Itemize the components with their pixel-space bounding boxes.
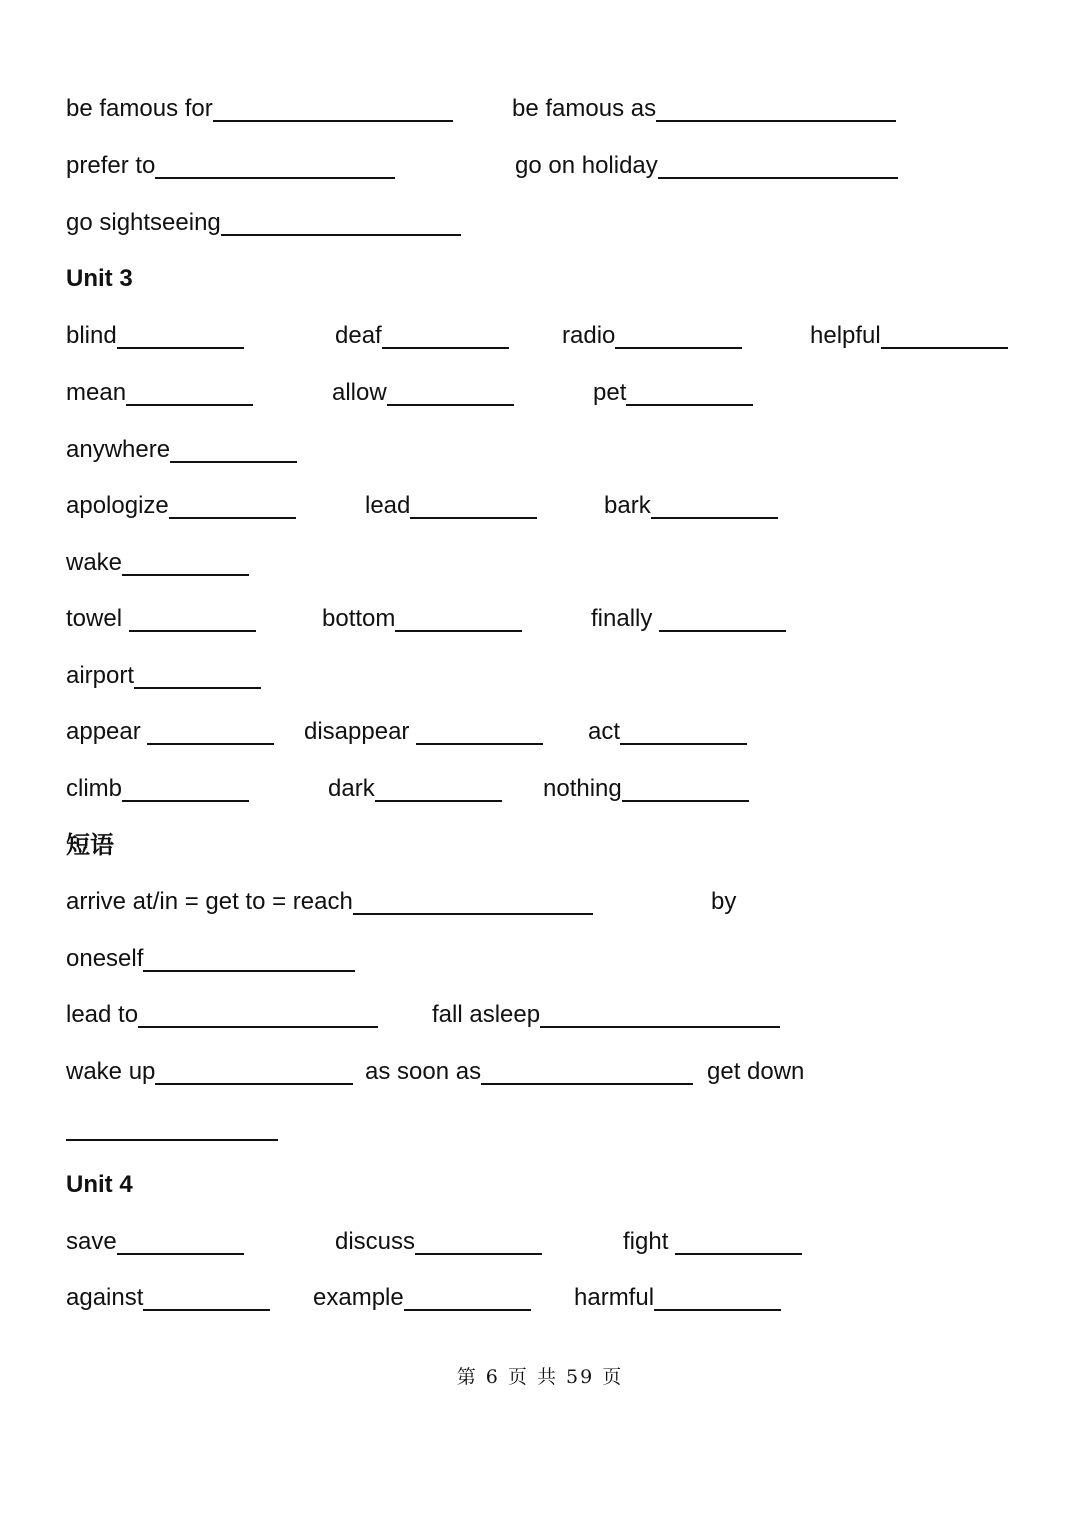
item-label: appear bbox=[66, 718, 148, 745]
item-label: mean bbox=[66, 379, 127, 406]
fill-item bbox=[66, 94, 453, 124]
fill-item bbox=[313, 1283, 531, 1313]
fill-item bbox=[591, 604, 786, 634]
item-label: discuss bbox=[335, 1228, 416, 1255]
fill-item bbox=[66, 661, 261, 691]
answer-blank[interactable] bbox=[129, 606, 256, 632]
fill-item bbox=[707, 1057, 804, 1087]
fill-item bbox=[304, 717, 543, 747]
answer-blank[interactable] bbox=[654, 1285, 781, 1311]
item-label: save bbox=[66, 1228, 117, 1255]
fill-item bbox=[562, 321, 742, 351]
answer-blank[interactable] bbox=[675, 1229, 802, 1255]
item-label: nothing bbox=[543, 775, 622, 802]
item-label: fall asleep bbox=[432, 1001, 541, 1028]
item-label: lead to bbox=[66, 1001, 139, 1028]
item-label: go on holiday bbox=[515, 152, 658, 179]
unit-3-heading: Unit 3 bbox=[66, 265, 133, 292]
answer-blank[interactable] bbox=[404, 1285, 531, 1311]
fill-item bbox=[66, 491, 296, 521]
answer-blank[interactable] bbox=[651, 493, 778, 519]
item-label: harmful bbox=[574, 1284, 655, 1311]
fill-item bbox=[66, 774, 249, 804]
item-label: disappear bbox=[304, 718, 417, 745]
answer-blank[interactable] bbox=[126, 380, 253, 406]
item-label: allow bbox=[332, 379, 387, 406]
item-label: prefer to bbox=[66, 152, 156, 179]
answer-blank[interactable] bbox=[213, 96, 453, 122]
answer-blank[interactable] bbox=[375, 776, 502, 802]
answer-blank[interactable] bbox=[540, 1002, 780, 1028]
fill-item bbox=[335, 1227, 542, 1257]
fill-item bbox=[623, 1227, 802, 1257]
fill-item bbox=[512, 94, 896, 124]
answer-blank[interactable] bbox=[658, 153, 898, 179]
answer-blank[interactable] bbox=[353, 889, 593, 915]
fill-item bbox=[66, 1000, 378, 1030]
answer-blank[interactable] bbox=[143, 946, 355, 972]
item-label: lead bbox=[365, 492, 411, 519]
answer-blank[interactable] bbox=[169, 493, 296, 519]
item-label: example bbox=[313, 1284, 404, 1311]
answer-blank[interactable] bbox=[66, 1139, 278, 1141]
answer-blank[interactable] bbox=[395, 606, 522, 632]
item-label: be famous as bbox=[512, 95, 657, 122]
answer-blank[interactable] bbox=[656, 96, 896, 122]
item-label: blind bbox=[66, 322, 117, 349]
answer-blank[interactable] bbox=[481, 1059, 693, 1085]
fill-item bbox=[66, 151, 395, 181]
fill-item bbox=[66, 604, 256, 634]
item-label: oneself bbox=[66, 945, 144, 972]
answer-blank[interactable] bbox=[416, 719, 543, 745]
item-label: pet bbox=[593, 379, 627, 406]
fill-item bbox=[332, 378, 514, 408]
answer-blank[interactable] bbox=[122, 776, 249, 802]
fill-item bbox=[66, 208, 461, 238]
fill-item bbox=[604, 491, 778, 521]
fill-item bbox=[328, 774, 502, 804]
fill-item bbox=[432, 1000, 780, 1030]
answer-blank[interactable] bbox=[170, 437, 297, 463]
answer-blank[interactable] bbox=[626, 380, 753, 406]
fill-item bbox=[66, 378, 253, 408]
answer-blank[interactable] bbox=[659, 606, 786, 632]
fill-item bbox=[66, 717, 274, 747]
answer-blank[interactable] bbox=[622, 776, 749, 802]
fill-item bbox=[365, 491, 537, 521]
item-label: wake up bbox=[66, 1058, 156, 1085]
phrases-heading: 短语 bbox=[66, 831, 114, 859]
fill-item bbox=[66, 1283, 270, 1313]
fill-item bbox=[66, 1057, 353, 1087]
fill-item bbox=[515, 151, 898, 181]
answer-blank[interactable] bbox=[117, 323, 244, 349]
item-label: be famous for bbox=[66, 95, 213, 122]
fill-item bbox=[66, 435, 297, 465]
item-label: radio bbox=[562, 322, 616, 349]
item-label: apologize bbox=[66, 492, 169, 519]
answer-blank[interactable] bbox=[134, 663, 261, 689]
fill-item bbox=[574, 1283, 781, 1313]
item-label: fight bbox=[623, 1228, 676, 1255]
answer-blank[interactable] bbox=[415, 1229, 542, 1255]
fill-item bbox=[588, 717, 747, 747]
item-label: go sightseeing bbox=[66, 209, 221, 236]
fill-item bbox=[66, 1227, 244, 1257]
answer-blank[interactable] bbox=[615, 323, 742, 349]
fill-item bbox=[66, 321, 244, 351]
item-label: act bbox=[588, 718, 621, 745]
item-label: get down bbox=[707, 1058, 805, 1085]
answer-blank[interactable] bbox=[410, 493, 537, 519]
item-label: dark bbox=[328, 775, 375, 802]
fill-item bbox=[810, 321, 1008, 351]
item-label: helpful bbox=[810, 322, 881, 349]
answer-blank[interactable] bbox=[143, 1285, 270, 1311]
item-label: arrive at/in = get to = reach bbox=[66, 888, 353, 915]
fill-item bbox=[66, 944, 355, 974]
fill-item bbox=[66, 887, 593, 917]
fill-item bbox=[335, 321, 509, 351]
answer-blank[interactable] bbox=[620, 719, 747, 745]
answer-blank[interactable] bbox=[122, 550, 249, 576]
item-label: finally bbox=[591, 605, 660, 632]
answer-blank[interactable] bbox=[138, 1002, 378, 1028]
item-label: airport bbox=[66, 662, 135, 689]
fill-item bbox=[66, 548, 249, 578]
item-label: towel bbox=[66, 605, 129, 632]
item-label: by bbox=[711, 888, 737, 915]
unit-4-heading: Unit 4 bbox=[66, 1171, 133, 1198]
answer-blank[interactable] bbox=[147, 719, 274, 745]
item-label: wake bbox=[66, 549, 123, 576]
answer-blank[interactable] bbox=[387, 380, 514, 406]
item-label: bark bbox=[604, 492, 651, 519]
fill-item bbox=[543, 774, 749, 804]
fill-item bbox=[322, 604, 522, 634]
answer-blank[interactable] bbox=[155, 1059, 353, 1085]
answer-blank[interactable] bbox=[881, 323, 1008, 349]
answer-blank[interactable] bbox=[221, 210, 461, 236]
item-label: bottom bbox=[322, 605, 396, 632]
item-label: anywhere bbox=[66, 436, 171, 463]
answer-blank[interactable] bbox=[117, 1229, 244, 1255]
item-label: climb bbox=[66, 775, 123, 802]
item-label: deaf bbox=[335, 322, 382, 349]
page-footer: 第 6 页 共 59 页 bbox=[456, 1366, 624, 1388]
answer-blank[interactable] bbox=[155, 153, 395, 179]
fill-item bbox=[365, 1057, 693, 1087]
fill-item bbox=[711, 887, 736, 917]
item-label: against bbox=[66, 1284, 144, 1311]
answer-blank[interactable] bbox=[382, 323, 509, 349]
item-label: as soon as bbox=[365, 1058, 482, 1085]
fill-item bbox=[593, 378, 753, 408]
